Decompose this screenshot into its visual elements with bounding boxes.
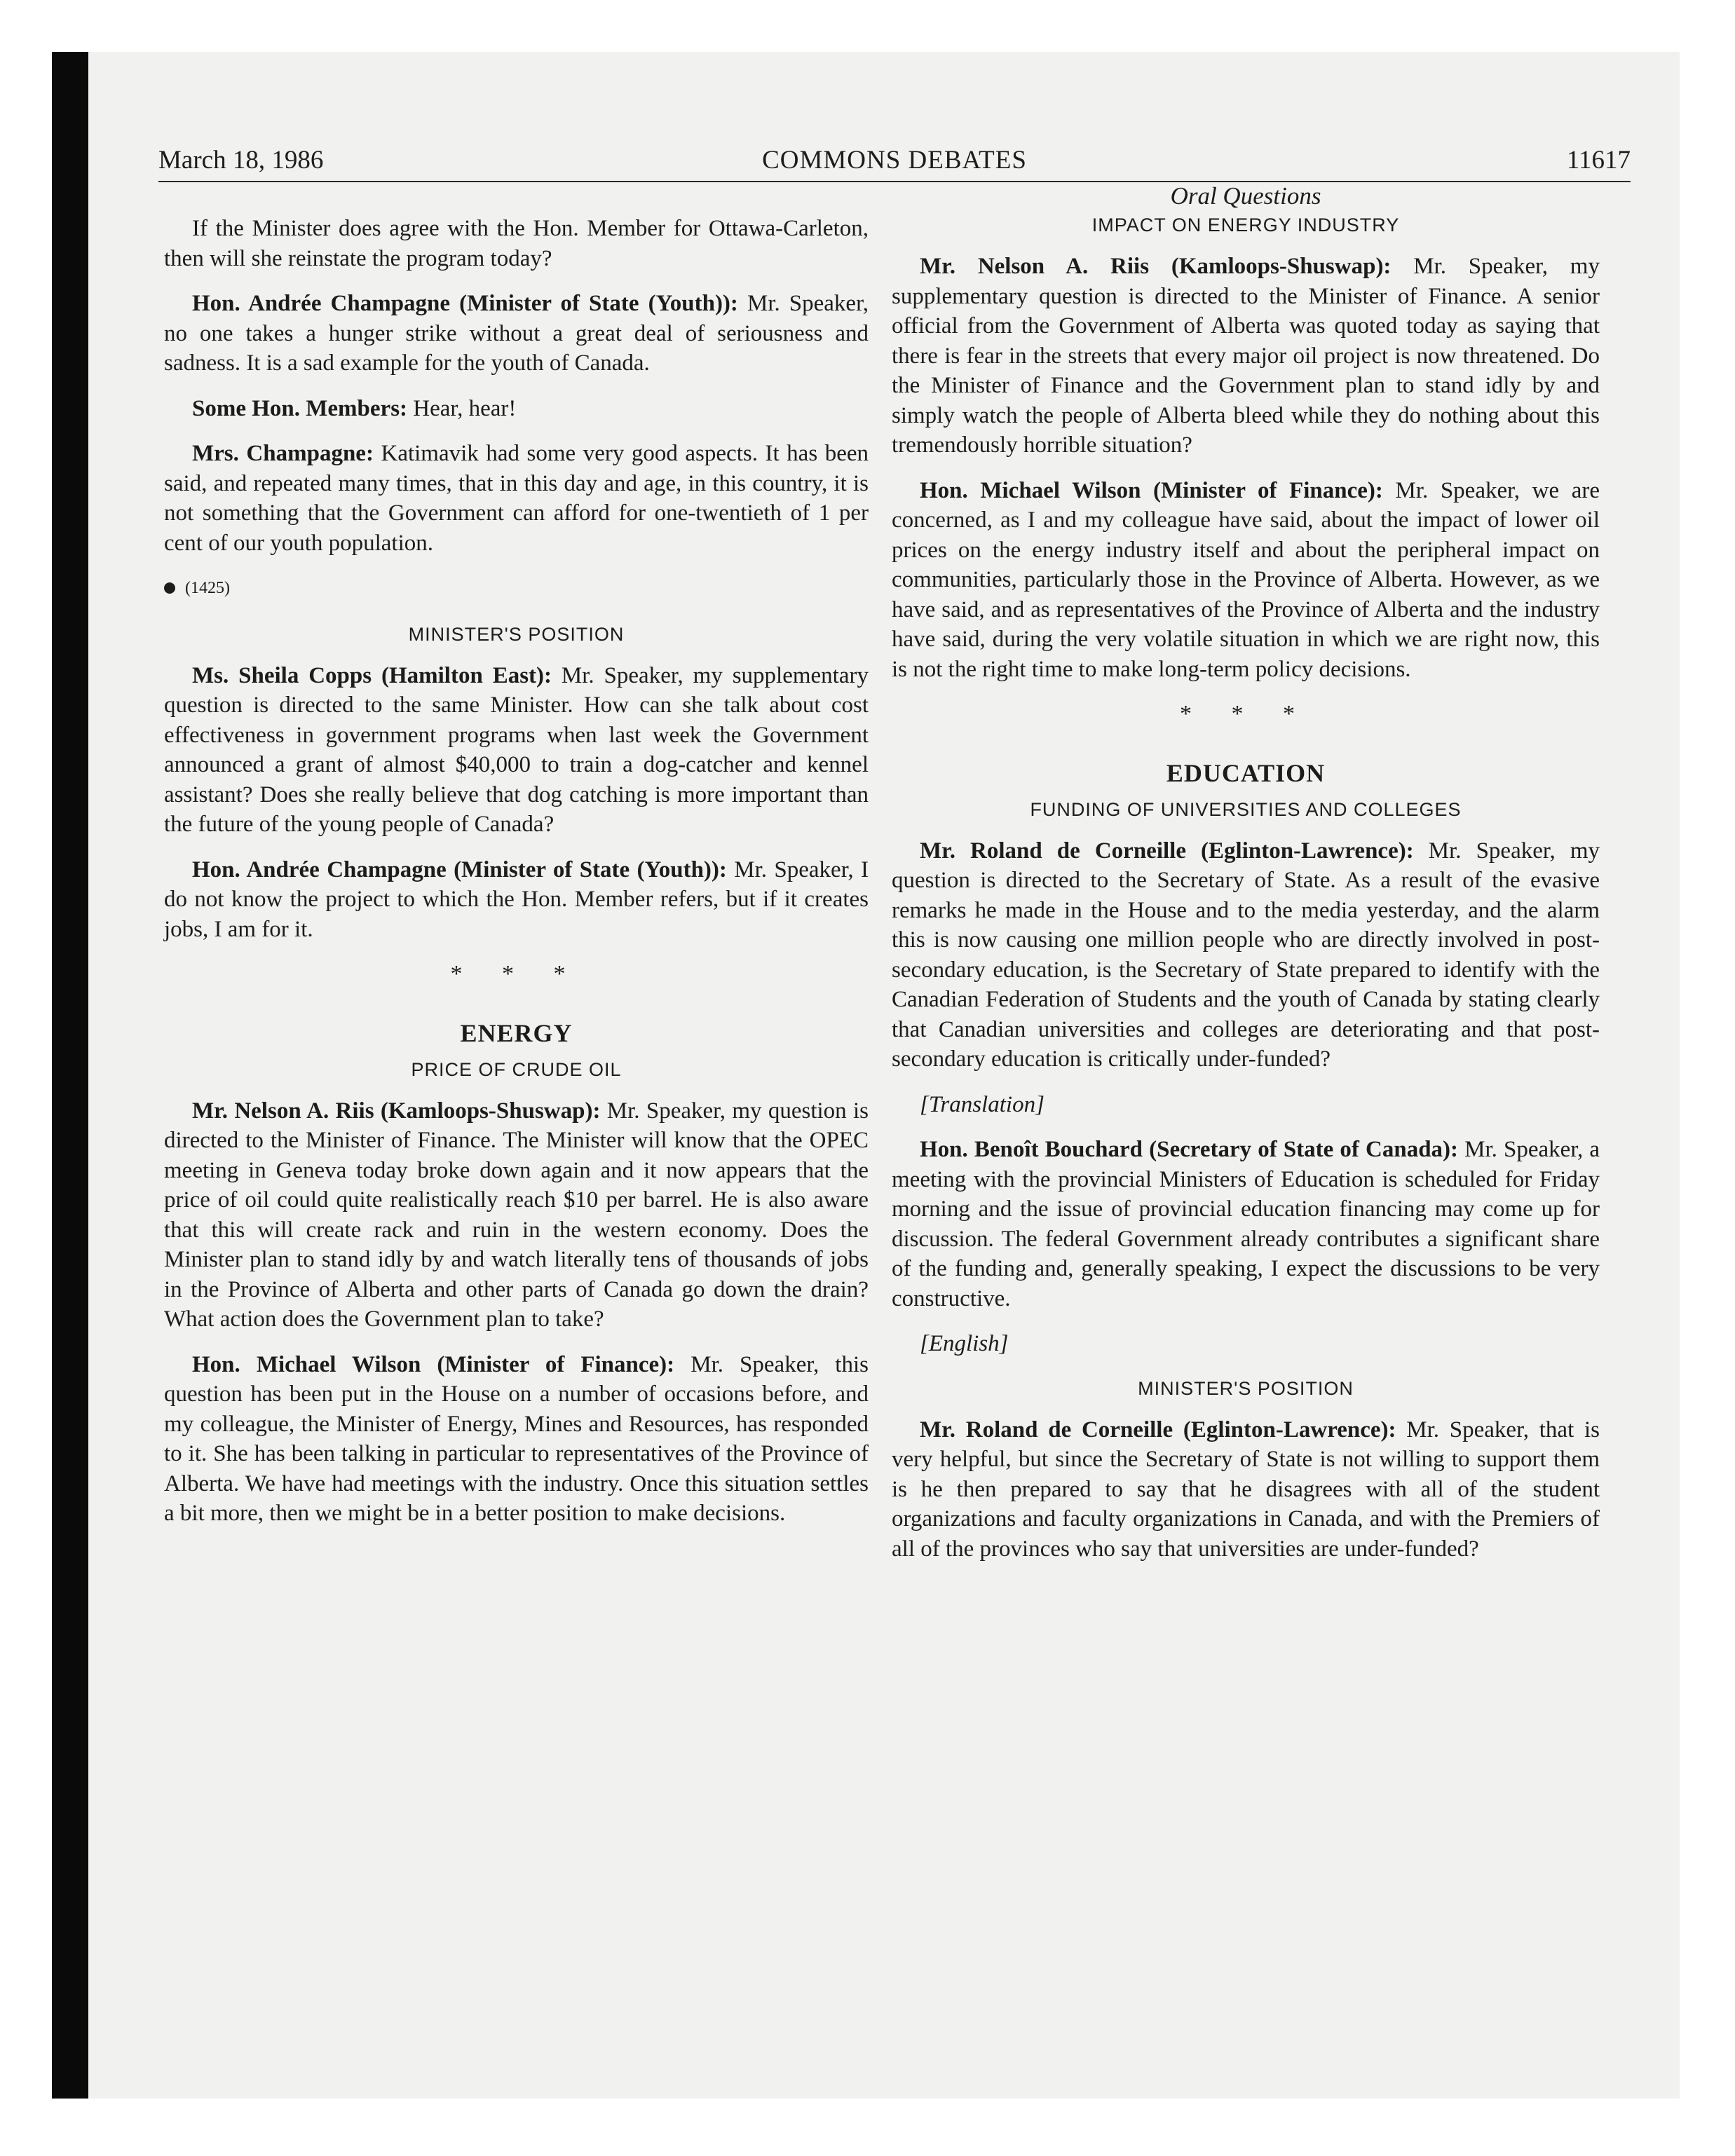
paragraph [164,661,869,840]
paragraph [164,855,869,945]
bullet-icon [164,582,175,594]
paragraph [892,1135,1600,1314]
paragraph [892,1415,1600,1564]
paragraph: If the Minister does agree with the Hon. Member for Ottawa-Carleton, then will she reinstate the program today? [164,216,869,271]
scan-edge-bar [52,52,88,2099]
subsection-heading: MINISTER'S POSITION [1138,1377,1354,1399]
speech-text: Mr. Speaker, my question is directed to the Minister of Finance. The Minister will know that the OPEC meeting in Geneva today broke down again and it now appears that the price of oil could quite realistically reach $10 per barrel. He is also aware that this will create rack and ruin in the western economy. Does the Minister plan to stand idly by and watch literally tens of thousands of jobs in the Province of Alberta and other parts of Canada go down the drain? What action does the Government plan to take? [164,1098,869,1332]
speech-text: Mr. Speaker, my supplementary question is directed to the Minister of Finance. A senior official from the Government of Alberta was quoted today as saying that there is fear in the streets that every major oil project is now threatened. Do the Minister of Finance and the Government plan to stand idly by and simply watch the people of Alberta bleed while they do nothing about this tremendously horrible situation? [892,254,1600,458]
paragraph [164,1350,869,1529]
speech-text: Katimavik had some very good aspects. It has been said, and repeated many times, that in this day and age, in this country, it is not something that the Government can afford for one-twentieth of 1 per cent of our youth population. [164,441,869,556]
subsection-heading: FUNDING OF UNIVERSITIES AND COLLEGES [1030,798,1462,820]
speaker-name: Hon. Andrée Champagne (Minister of State (Youth)): [192,291,738,316]
running-head: Oral Questions [1170,182,1321,210]
page-header [158,139,1631,182]
speech-text: Mr. Speaker, I do not know the project to which the Hon. Member refers, but if it creates jobs, I am for it. [164,857,869,942]
time-marker-text: (1425) [185,579,230,597]
left-column [164,182,869,1544]
speech-text: Mr. Speaker, this question has been put in the House on a number of occasions before, and my colleague, the Minister of Energy, Mines and Resources, has responded to it. She has been talking in particular to representatives of the Province of Alberta. We have had meetings with the industry. Once this situation settles a bit more, then we might be in a better position to make decisions. [164,1351,869,1526]
time-marker [164,573,869,603]
speaker-name: Mr. Roland de Corneille (Eglinton-Lawrence): [920,1417,1396,1442]
header-date: March 18, 1986 [158,146,324,175]
paragraph [892,476,1600,685]
speaker-name: Mr. Roland de Corneille (Eglinton-Lawrence): [920,838,1414,864]
speaker-name: Mr. Nelson A. Riis (Kamloops-Shuswap): [192,1098,601,1124]
section-separator: * * * [1180,701,1312,727]
speaker-name: Hon. Michael Wilson (Minister of Finance): [192,1351,675,1377]
subsection-heading: PRICE OF CRUDE OIL [411,1058,622,1080]
speaker-name: Ms. Sheila Copps (Hamilton East): [192,662,552,688]
paragraph [164,439,869,558]
subsection-heading: MINISTER'S POSITION [408,623,625,645]
paragraph [892,252,1600,460]
speaker-name: Hon. Andrée Champagne (Minister of State (Youth)): [192,857,727,882]
speech-text: Hear, hear! [407,395,517,421]
paragraph [164,289,869,378]
right-column [892,182,1600,1579]
speech-text: Mr. Speaker, we are concerned, as I and my colleague have said, about the impact of lower oil prices on the energy industry itself and about the peripheral impact on communities, particularly those in the Province of Alberta. However, as we have said, and as representatives of the Province of Alberta and the industry have said, during the very volatile situation in which we are right now, this is not the right time to make long-term policy decisions. [892,477,1600,682]
speech-text: Mr. Speaker, my question is directed to the Secretary of State. As a result of the evasive remarks he made in the House and to the media yesterday, and the alarm this is now causing one million people who are directly involved in post-secondary education, is the Secretary of State prepared to identify with the Canadian Federation of Students and the youth of Canada by stating clearly that Canadian universities and colleges are deteriorating and that post-secondary education is critically under-funded? [892,838,1600,1072]
paragraph [164,394,869,424]
speech-text: Mr. Speaker, no one takes a hunger strike without a great deal of seriousness and sadness. It is a sad example for the youth of Canada. [164,291,869,376]
speech-text: Mr. Speaker, my supplementary question is directed to the same Minister. How can she talk about cost effectiveness in government programs when last week the Government announced a grant of almost $40,000 to train a dog-catcher and kennel assistant? Does she really believe that dog catching is more important than the future of the young people of Canada? [164,662,869,837]
speaker-name: Hon. Benoît Bouchard (Secretary of State of Canada): [920,1137,1459,1162]
header-page-number: 11617 [1566,146,1631,175]
language-note: [English] [920,1331,1009,1356]
speaker-name: Hon. Michael Wilson (Minister of Finance): [920,477,1383,503]
section-heading: ENERGY [460,1018,573,1047]
header-title: COMMONS DEBATES [762,146,1027,175]
speech-text: Mr. Speaker, a meeting with the provincial Ministers of Education is scheduled for Friday morning and the issue of provincial education financing may come up for discussion. The federal Government already contributes a significant share of the funding and, generally speaking, I expect the discussions to be very constructive. [892,1137,1600,1311]
paragraph [892,836,1600,1074]
section-heading: EDUCATION [1166,758,1326,787]
scanned-page [52,52,1680,2099]
language-note: [Translation] [920,1091,1045,1117]
speaker-name: Mr. Nelson A. Riis (Kamloops-Shuswap): [920,254,1392,279]
speaker-name: Some Hon. Members: [192,395,408,421]
speech-text: Mr. Speaker, that is very helpful, but since the Secretary of State is not willing to support them is he then prepared to say that he disagrees with all of the student organizations and faculty organizations in Canada, and with the Premiers of all of the provinces who say that universities are under-funded? [892,1417,1600,1562]
paragraph [164,1096,869,1335]
subsection-heading: IMPACT ON ENERGY INDUSTRY [1091,214,1400,236]
speaker-name: Mrs. Champagne: [192,441,374,466]
section-separator: * * * [450,961,583,987]
